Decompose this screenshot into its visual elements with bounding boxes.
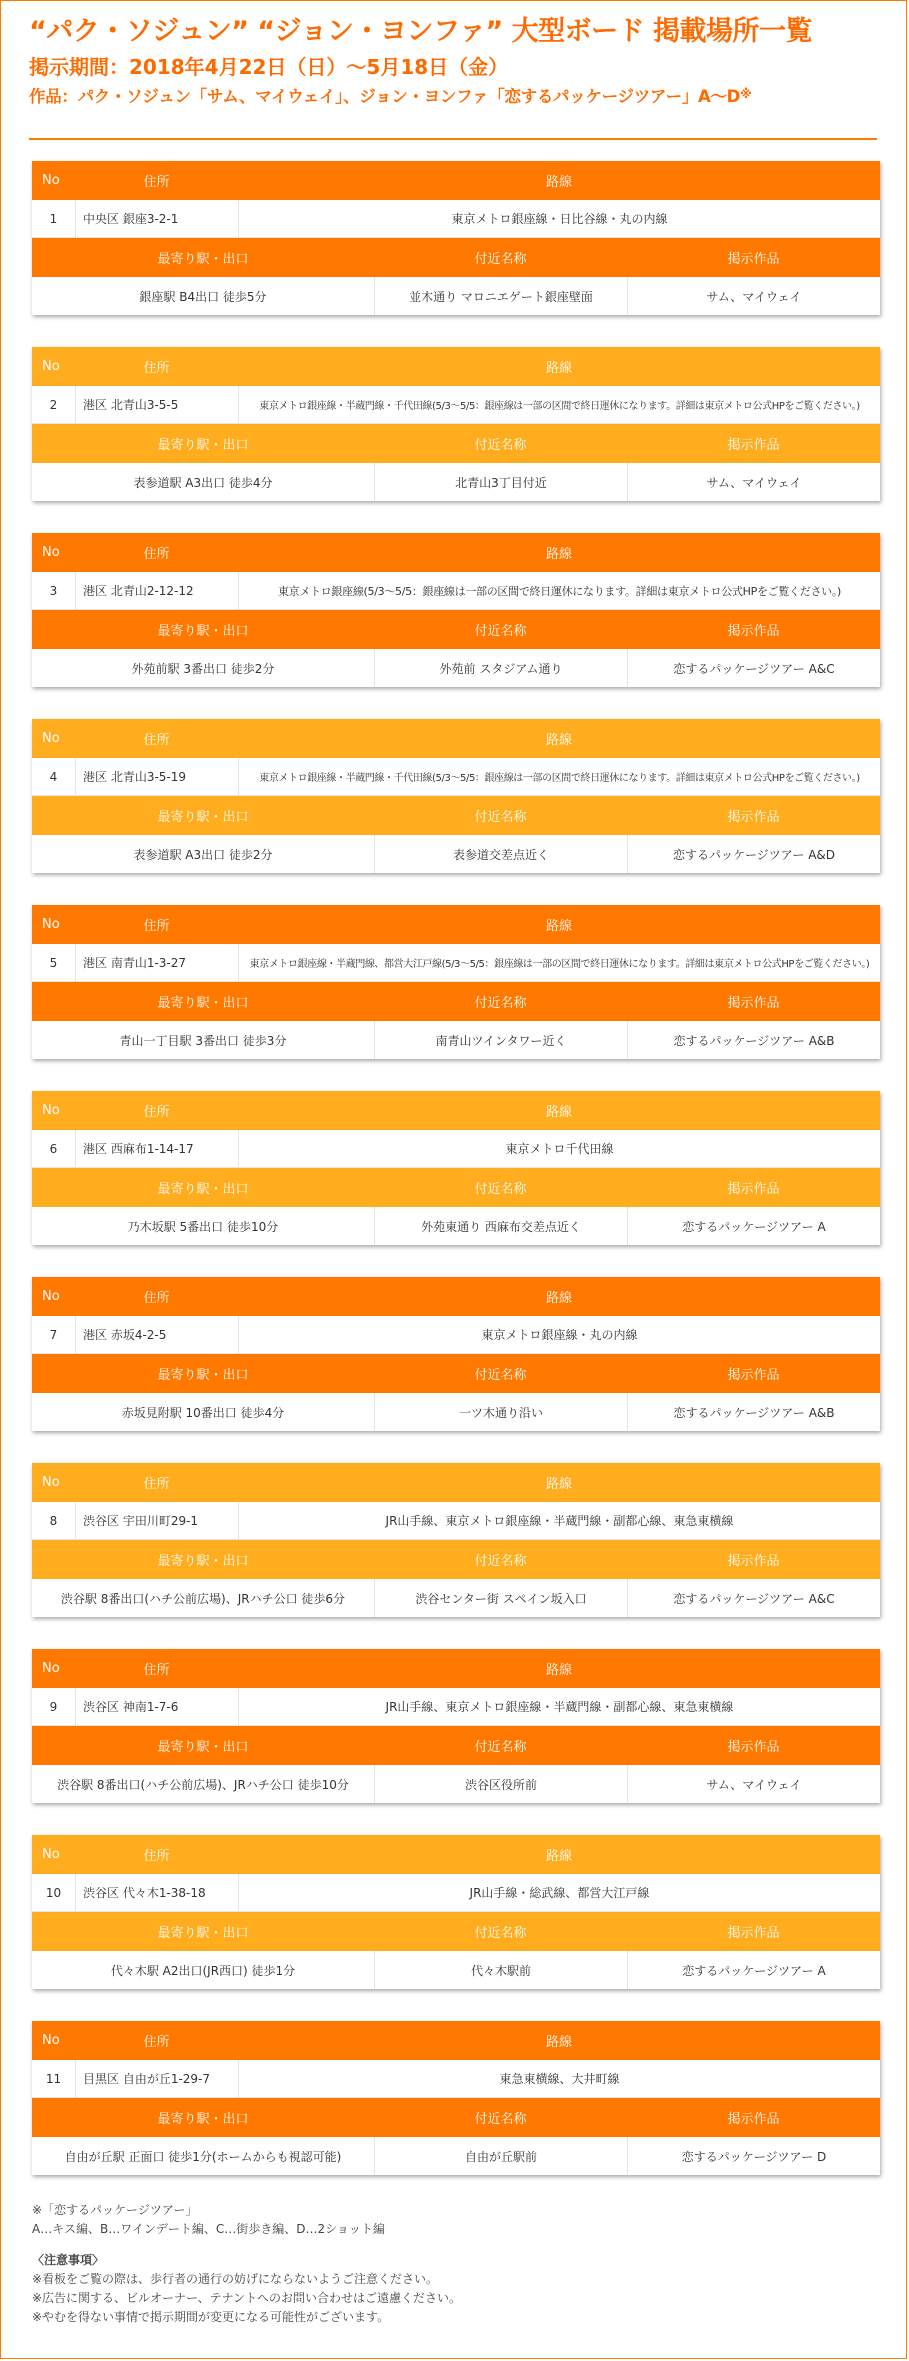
entry-work: 恋するパッケージツアー D [627,2137,880,2175]
column-header-line: 路線 [545,1663,572,1678]
column-header-place: 付近名称 [474,1182,527,1197]
column-header-no: No [42,917,60,932]
entry-header-row [32,1168,880,1207]
entry-data-row [32,2060,880,2098]
entry-data-row [32,1688,880,1726]
entry-line: 東京メトロ銀座線・丸の内線 [238,1316,880,1353]
entry-work: 恋するパッケージツアー A&B [627,1393,880,1431]
column-header-work: 掲示作品 [727,624,780,639]
entry-place: 一ツ木通り沿い [374,1393,627,1431]
entry-line: JR山手線、東京メトロ銀座線・半蔵門線・副都心線、東急東横線 [238,1502,880,1539]
entry-work: 恋するパッケージツアー A&C [627,649,880,687]
entry-address: 渋谷区 宇田川町29-1 [75,1502,238,1539]
entry-number: 11 [45,2071,62,2086]
column-header-no: No [42,1475,60,1490]
column-header-address: 住所 [143,2035,170,2050]
entry-header-row [32,905,880,944]
entry-work: サム、マイウェイ [627,1765,880,1803]
entry-line: 東京メトロ銀座線(5/3～5/5：銀座線は一部の区間で終日運休になります。詳細は東京メトロ公式HPをご覧ください。) [238,572,880,609]
entry-data-row [32,463,880,501]
column-header-address: 住所 [143,1849,170,1864]
entry-header-row [32,1835,880,1874]
column-header-place: 付近名称 [474,1554,527,1569]
entry-station: 外苑前駅 3番出口 徒歩2分 [131,661,275,676]
entry-data-row [32,1316,880,1354]
entry-header-row [32,1540,880,1579]
entry-line: 東京メトロ銀座線・日比谷線・丸の内線 [238,200,880,237]
entry-address: 港区 北青山2-12-12 [75,572,238,609]
column-header-work: 掲示作品 [727,1926,780,1941]
column-header-address: 住所 [143,919,170,934]
column-header-place: 付近名称 [474,438,527,453]
entry-data-row [32,1874,880,1912]
entry-station: 赤坂見附駅 10番出口 徒歩4分 [121,1405,285,1420]
entry-line: 東京メトロ銀座線・半蔵門線・千代田線(5/3～5/5：銀座線は一部の区間で終日運休になります。詳細は東京メトロ公式HPをご覧ください。) [238,758,880,795]
entry-address: 中央区 銀座3-2-1 [75,200,238,237]
entry-station: 自由が丘駅 正面口 徒歩1分(ホームからも視認可能) [64,2149,342,2164]
entry-header-row [32,1277,880,1316]
column-header-address: 住所 [143,175,170,190]
column-header-line: 路線 [545,2035,572,2050]
entry-work: サム、マイウェイ [627,277,880,315]
column-header-line: 路線 [545,1291,572,1306]
entry-data-row [32,572,880,610]
entry-data-row [32,1021,880,1059]
caution-title: 〈注意事項〉 [32,2253,105,2267]
column-header-place: 付近名称 [474,1368,527,1383]
entry-data-row [32,1502,880,1540]
entry-work: 恋するパッケージツアー A&C [627,1579,880,1617]
legend-body: A…キス編、B…ワインデート編、C…街歩き編、D…2ショット編 [32,2222,385,2236]
entry-address: 港区 南青山1-3-27 [75,944,238,981]
entry-header-row [32,238,880,277]
entry-data-row [32,944,880,982]
entry-data-row [32,1579,880,1617]
caution-item: ※やむを得ない事情で掲示期間が変更になる可能性がございます。 [32,2310,390,2324]
column-header-place: 付近名称 [474,252,527,267]
entry-header-row [32,1649,880,1688]
entry-header-row [32,1726,880,1765]
column-header-address: 住所 [143,361,170,376]
entry-number: 2 [49,397,58,412]
column-header-address: 住所 [143,547,170,562]
entry-number: 3 [49,583,58,598]
entry-place: 渋谷センター街 スペイン坂入口 [374,1579,627,1617]
entry-station: 乃木坂駅 5番出口 徒歩10分 [127,1219,279,1234]
entry-line: 東急東横線、大井町線 [238,2060,880,2097]
entry-work: 恋するパッケージツアー A&B [627,1021,880,1059]
entry-place: 渋谷区役所前 [374,1765,627,1803]
entry-line: 東京メトロ銀座線・半蔵門線、都営大江戸線(5/3～5/5：銀座線は一部の区間で終日運休になります。詳細は東京メトロ公式HPをご覧ください。) [238,944,880,981]
featured-works-text: 作品：パク・ソジュン「サム、マイウェイ」、ジョン・ヨンファ「恋するパッケージツアー」A～D [29,87,741,106]
column-header-no: No [42,1289,60,1304]
entry-address: 渋谷区 代々木1-38-18 [75,1874,238,1911]
entry-place: 南青山ツインタワー近く [374,1021,627,1059]
column-header-line: 路線 [545,547,572,562]
column-header-no: No [42,1661,60,1676]
column-header-no: No [42,1103,60,1118]
entry-place: 北青山3丁目付近 [374,463,627,501]
entry-address: 渋谷区 神南1-7-6 [75,1688,238,1725]
column-header-work: 掲示作品 [727,1740,780,1755]
column-header-line: 路線 [545,1477,572,1492]
location-entry [32,347,880,501]
column-header-station: 最寄り駅・出口 [157,996,249,1011]
entry-header-row [32,719,880,758]
entry-line: 東京メトロ千代田線 [238,1130,880,1167]
entry-header-row [32,1912,880,1951]
column-header-line: 路線 [545,1105,572,1120]
column-header-address: 住所 [143,1105,170,1120]
column-header-line: 路線 [545,361,572,376]
column-header-no: No [42,359,60,374]
column-header-work: 掲示作品 [727,252,780,267]
entry-header-row [32,982,880,1021]
entry-address: 目黒区 自由が丘1-29-7 [75,2060,238,2097]
entry-data-row [32,200,880,238]
featured-works [29,82,889,112]
column-header-work: 掲示作品 [727,438,780,453]
entry-data-row [32,758,880,796]
column-header-station: 最寄り駅・出口 [157,624,249,639]
column-header-line: 路線 [545,1849,572,1864]
entry-line: JR山手線・総武線、都営大江戸線 [238,1874,880,1911]
column-header-station: 最寄り駅・出口 [157,1926,249,1941]
entry-work: 恋するパッケージツアー A [627,1207,880,1245]
entry-number: 1 [49,211,58,226]
page-header [29,14,889,112]
entry-header-row [32,1354,880,1393]
entry-work: 恋するパッケージツアー A&D [627,835,880,873]
entry-data-row [32,1393,880,1431]
column-header-station: 最寄り駅・出口 [157,1740,249,1755]
entry-data-row [32,386,880,424]
column-header-station: 最寄り駅・出口 [157,810,249,825]
entry-header-row [32,2021,880,2060]
entry-number: 6 [49,1141,58,1156]
column-header-station: 最寄り駅・出口 [157,252,249,267]
entry-data-row [32,1207,880,1245]
column-header-work: 掲示作品 [727,996,780,1011]
column-header-address: 住所 [143,1291,170,1306]
entry-header-row [32,796,880,835]
column-header-place: 付近名称 [474,1926,527,1941]
column-header-work: 掲示作品 [727,1368,780,1383]
notes-section [32,2201,880,2327]
column-header-station: 最寄り駅・出口 [157,438,249,453]
entry-station: 代々木駅 A2出口(JR西口) 徒歩1分 [110,1963,296,1978]
entry-place: 代々木駅前 [374,1951,627,1989]
column-header-place: 付近名称 [474,810,527,825]
location-entry [32,1835,880,1989]
column-header-work: 掲示作品 [727,1554,780,1569]
location-entry [32,2021,880,2175]
entry-number: 9 [49,1699,58,1714]
entry-number: 10 [45,1885,62,1900]
entry-data-row [32,1951,880,1989]
column-header-place: 付近名称 [474,624,527,639]
entry-header-row [32,424,880,463]
column-header-work: 掲示作品 [727,1182,780,1197]
entry-address: 港区 北青山3-5-5 [75,386,238,423]
column-header-station: 最寄り駅・出口 [157,1182,249,1197]
entry-station: 渋谷駅 8番出口(ハチ公前広場)、JRハチ公口 徒歩6分 [60,1591,346,1606]
location-entry [32,161,880,315]
entry-header-row [32,2098,880,2137]
location-entry [32,1091,880,1245]
entry-header-row [32,161,880,200]
column-header-no: No [42,545,60,560]
column-header-station: 最寄り駅・出口 [157,1368,249,1383]
column-header-line: 路線 [545,175,572,190]
column-header-no: No [42,1847,60,1862]
column-header-no: No [42,731,60,746]
column-header-place: 付近名称 [474,2112,527,2127]
entry-data-row [32,1765,880,1803]
column-header-work: 掲示作品 [727,810,780,825]
column-header-no: No [42,2033,60,2048]
column-header-address: 住所 [143,733,170,748]
location-entry [32,1649,880,1803]
location-entry [32,533,880,687]
entry-station: 表参道駅 A3出口 徒歩2分 [133,847,273,862]
entry-work: サム、マイウェイ [627,463,880,501]
entry-header-row [32,1091,880,1130]
entry-header-row [32,347,880,386]
entry-number: 5 [49,955,58,970]
column-header-address: 住所 [143,1663,170,1678]
entry-data-row [32,649,880,687]
entry-station: 渋谷駅 8番出口(ハチ公前広場)、JRハチ公口 徒歩10分 [57,1777,349,1792]
caution-item: ※広告に関する、ビルオーナー、テナントへのお問い合わせはご遠慮ください。 [32,2291,461,2305]
location-entry [32,905,880,1059]
page-title: “パク・ソジュン” “ジョン・ヨンファ” 大型ボード 掲載場所一覧 [29,16,813,47]
location-entry [32,1277,880,1431]
entry-data-row [32,1130,880,1168]
column-header-no: No [42,173,60,188]
entry-number: 4 [49,769,58,784]
entry-place: 外苑前 スタジアム通り [374,649,627,687]
column-header-place: 付近名称 [474,1740,527,1755]
entry-station: 表参道駅 A3出口 徒歩4分 [133,475,273,490]
entry-data-row [32,835,880,873]
header-divider [29,138,877,140]
entry-place: 自由が丘駅前 [374,2137,627,2175]
column-header-line: 路線 [545,733,572,748]
entry-data-row [32,2137,880,2175]
entry-station: 青山一丁目駅 3番出口 徒歩3分 [119,1033,287,1048]
column-header-work: 掲示作品 [727,2112,780,2127]
caution-item: ※看板をご覧の際は、歩行者の通行の妨げにならないようご注意ください。 [32,2272,439,2286]
entry-work: 恋するパッケージツアー A [627,1951,880,1989]
entry-header-row [32,610,880,649]
entry-data-row [32,277,880,315]
entry-number: 8 [49,1513,58,1528]
legend-title: ※「恋するパッケージツアー」 [32,2203,198,2217]
entry-line: JR山手線、東京メトロ銀座線・半蔵門線・副都心線、東急東横線 [238,1688,880,1725]
entry-place: 外苑東通り 西麻布交差点近く [374,1207,627,1245]
location-entry [32,719,880,873]
column-header-place: 付近名称 [474,996,527,1011]
column-header-line: 路線 [545,919,572,934]
entry-place: 並木通り マロニエゲート銀座壁面 [374,277,627,315]
display-period: 掲示期間：2018年4月22日（日）～5月18日（金） [29,55,509,79]
column-header-address: 住所 [143,1477,170,1492]
column-header-station: 最寄り駅・出口 [157,1554,249,1569]
footnote-mark: ※ [740,87,752,101]
entry-address: 港区 西麻布1-14-17 [75,1130,238,1167]
column-header-station: 最寄り駅・出口 [157,2112,249,2127]
entry-header-row [32,1463,880,1502]
location-entry [32,1463,880,1617]
entry-place: 表参道交差点近く [374,835,627,873]
entry-address: 港区 北青山3-5-19 [75,758,238,795]
entry-number: 7 [49,1327,58,1342]
entry-address: 港区 赤坂4-2-5 [75,1316,238,1353]
entry-line: 東京メトロ銀座線・半蔵門線・千代田線(5/3～5/5：銀座線は一部の区間で終日運休になります。詳細は東京メトロ公式HPをご覧ください。) [238,386,880,423]
entry-station: 銀座駅 B4出口 徒歩5分 [139,289,267,304]
entry-header-row [32,533,880,572]
